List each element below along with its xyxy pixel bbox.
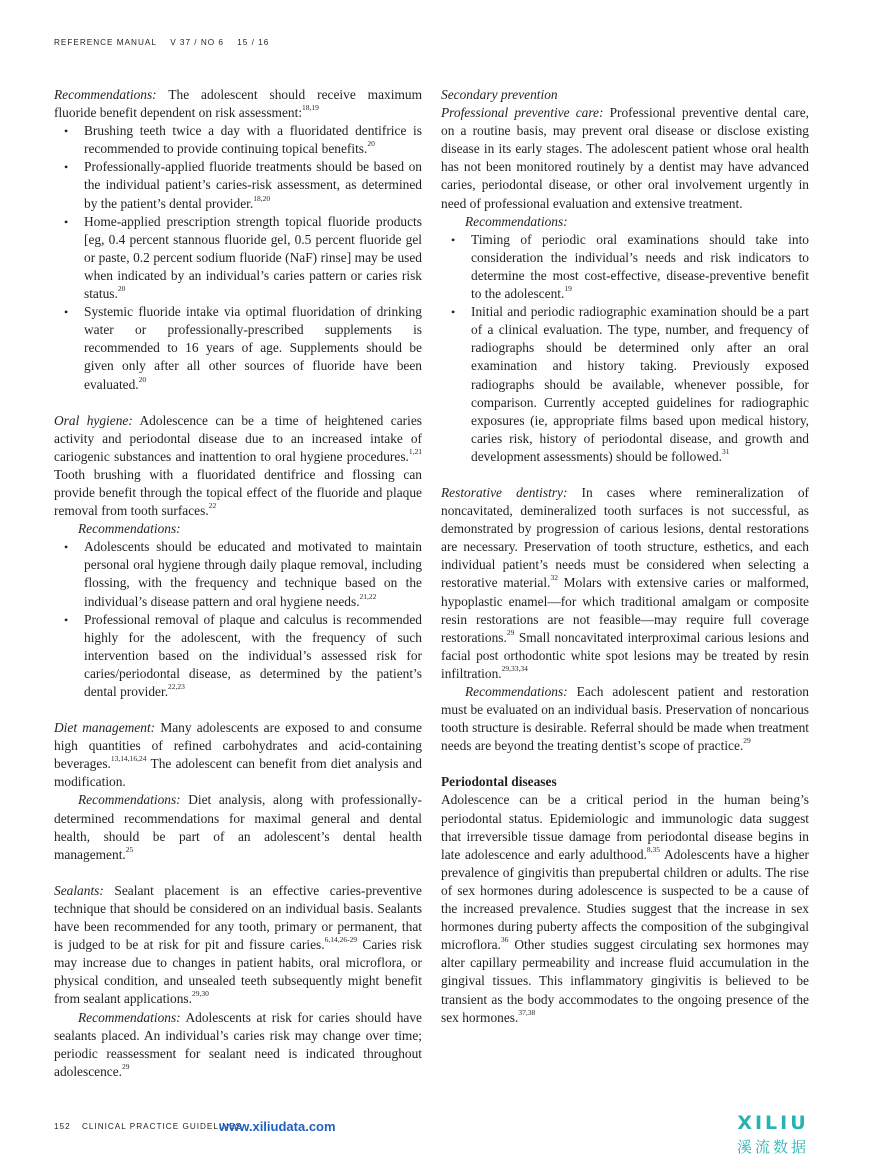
right-column xyxy=(441,86,809,1027)
oral-hygiene-recommendations-list xyxy=(54,538,422,701)
bullet-icon: • xyxy=(64,305,69,320)
diet-management-paragraph: Diet management: Many adolescents are exposed to and consume high quantities of refined carbohydrates and acid-containing beverages.$^{13,14,16,24}$ The adolescent can benefit from diet analysis and modification. xyxy=(54,720,422,790)
page-number: 152 xyxy=(54,1122,71,1131)
list-item: • Systemic fluoride intake via optimal fluoridation of drinking water or professionally-prescribed supplements is recommended to 16 years of age. Supplements should be given only after all other sources of fluoride have been evaluated.$^{20}$ xyxy=(64,304,422,392)
watermark-url: www.xiliudata.com xyxy=(219,1119,336,1134)
bullet-icon: • xyxy=(64,540,69,555)
sealants-paragraph: Sealants: Sealant placement is an effective caries-preventive technique that should be considered on an individual basis. Sealants have been recommended for any tooth, primary or permanent, that is judged to be at risk for pit and fissure caries.$^{6,14,26-29}$ Caries risk may increase due to changes in patient habits, oral microflora, or physical condition, and unsealed teeth subsequently might benefit from sealant applications.$^{29,30}$ xyxy=(54,882,422,1007)
bullet-icon: • xyxy=(64,124,69,139)
bullet-icon: • xyxy=(64,160,69,175)
journal-name: REFERENCE MANUAL xyxy=(54,38,157,47)
professional-care-paragraph: Professional preventive care: Professional preventive dental care, on a routine basis, may prevent oral disease or disclose existing disease in its early stages. The adolescent patient whose oral health has not been monitored routinely by a dentist may have advanced caries, periodontal disease, or other oral involvement urgently in need of professional evaluation and extensive treatment. xyxy=(441,105,809,211)
restorative-recommendations-paragraph: Recommendations: Each adolescent patient and restoration must be evaluated on an individual basis. Preservation of noncarious tooth structure is desirable. Referral should be made when treatment needs are beyond the treating dentist’s scope of practice.$^{29}$ xyxy=(441,684,809,754)
oral-hygiene-recommendations-heading: Recommendations: xyxy=(78,521,181,537)
bullet-icon: • xyxy=(64,214,69,229)
list-item: • Timing of periodic oral examinations should take into consideration the individual’s needs and risk indicators to determine the most cost-effective, disease-preventive benefit to the adolescent.$^{19}$ xyxy=(451,231,809,302)
list-item: • Brushing teeth twice a day with a fluoridated dentifrice is recommended to provide continuing topical benefits.$^{20}$ xyxy=(64,123,422,157)
list-item: • Initial and periodic radiographic examination should be a part of a clinical evaluation. The type, number, and frequency of radiographs should be determined only after an oral examination and history taking. Previously exposed radiographs should be available, whenever possible, for comparison. Currently accepted guidelines for radiographic exposures (ie, appropriate films based upon medical history, caries risk, history of periodontal disease, and growth and development assessments) should be followed.$^{31}$ xyxy=(451,304,809,464)
periodontal-diseases-paragraph: Adolescence can be a critical period in the human being’s periodontal status. Epidemiologic and immunologic data suggest that irreversible tissue damage from periodontal disease begins in late adolescence and early adulthood.$^{8,35}$ Adolescents have a higher prevalence of gingivitis than prepubertal children or adults. The rise of sex hormones during adolescence is suspected to be a cause of the increased prevalence. Studies suggest that the increase in sex hormones during puberty affects the composition of the subgingival microflora.$^{36}$ Other studies suggest circulating sex hormones may alter capillary permeability and increase fluid accumulation in the gingival tissues. This inflammatory gingivitis is believed to be transient as the body accommodates to the ongoing presence of the sex hormones.$^{37,38}$ xyxy=(441,792,809,1025)
bullet-icon: • xyxy=(451,305,456,320)
list-item: • Adolescents should be educated and motivated to maintain personal oral hygiene through daily plaque removal, including flossing, with the frequency and technique based on the individual’s disease pattern and oral hygiene needs.$^{21,22}$ xyxy=(64,539,422,609)
professional-care-recommendations-list xyxy=(441,231,809,466)
fluoride-recommendations-intro: Recommendations: The adolescent should receive maximum fluoride benefit dependent on risk assessment:$^{18,19}$ xyxy=(54,87,422,121)
diet-recommendations-paragraph: Recommendations: Diet analysis, along with professionally-determined recommendations for maximal general and dental health, should be part of an adolescent’s dental health management.$^{25}$ xyxy=(54,792,422,862)
bullet-icon: • xyxy=(64,612,69,627)
list-item: • Professional removal of plaque and calculus is recommended highly for the adolescent, with the frequency of such intervention based on the individual’s assessed risk for caries/periodontal disease, as determined by the patient’s dental provider.$^{22,23}$ xyxy=(64,611,422,699)
footer-section-name: CLINICAL PRACTICE GUIDELINES xyxy=(81,1122,243,1131)
page-range: 15 / 16 xyxy=(237,38,270,47)
restorative-dentistry-paragraph: Restorative dentistry: In cases where remineralization of noncavitated, demineralized tooth surfaces is not successful, as demonstrated by progression of carious lesions, dental restorations are necessary. Preservation of tooth structure, esthetics, and each individual patient’s needs must be considered when selecting a restorative material.$^{32}$ Molars with extensive caries or malformed, hypoplastic enamel—for which traditional amalgam or composite resin restorations are not feasible—may require full coverage restorations.$^{29}$ Small noncavitated interproximal carious lesions and facial post orthodontic white spot lesions may be treated by resin infiltration.$^{29,33,34}$ xyxy=(441,484,809,681)
volume-issue: V 37 / NO 6 xyxy=(170,38,224,47)
professional-care-recommendations-heading: Recommendations: xyxy=(465,213,568,229)
section-title-periodontal-diseases: Periodontal diseases xyxy=(441,774,557,790)
logo-cjk-text: 溪流数据 xyxy=(736,1138,809,1156)
sealants-recommendations-paragraph: Recommendations: Adolescents at risk for caries should have sealants placed. An individual’s caries risk may change over time; periodic reassessment for sealant need is indicated throughout adolescence.$^{29}$ xyxy=(54,1009,422,1079)
logo-latin-text: XILIU xyxy=(737,1112,809,1134)
list-item: • Professionally-applied fluoride treatments should be based on the individual patient’s caries-risk assessment, as determined by the patient’s dental provider.$^{18,20}$ xyxy=(64,159,422,211)
section-title-secondary-prevention: Secondary prevention xyxy=(441,87,558,102)
fluoride-recommendations-list xyxy=(54,122,422,393)
bullet-icon: • xyxy=(451,232,456,247)
list-item: • Home-applied prescription strength topical fluoride products [eg, 0.4 percent stannous fluoride gel, 0.5 percent fluoride gel or paste, 0.2 percent sodium fluoride (NaF) rinse] may be used when indicated by an individual’s caries pattern or caries risk status.$^{20}$ xyxy=(64,213,422,302)
left-column xyxy=(54,86,422,1081)
running-head xyxy=(54,38,279,47)
watermark-logo xyxy=(728,1112,818,1162)
oral-hygiene-paragraph: Oral hygiene: Adolescence can be a time of heightened caries activity and periodontal disease due to an increased intake of cariogenic substances and inattention to oral hygiene procedures.$^{1,21}$ Tooth brushing with a fluoridated dentifrice and flossing can provide benefit through the topical effect of the fluoride and plaque removal from tooth surfaces.$^{22}$ xyxy=(54,412,422,519)
